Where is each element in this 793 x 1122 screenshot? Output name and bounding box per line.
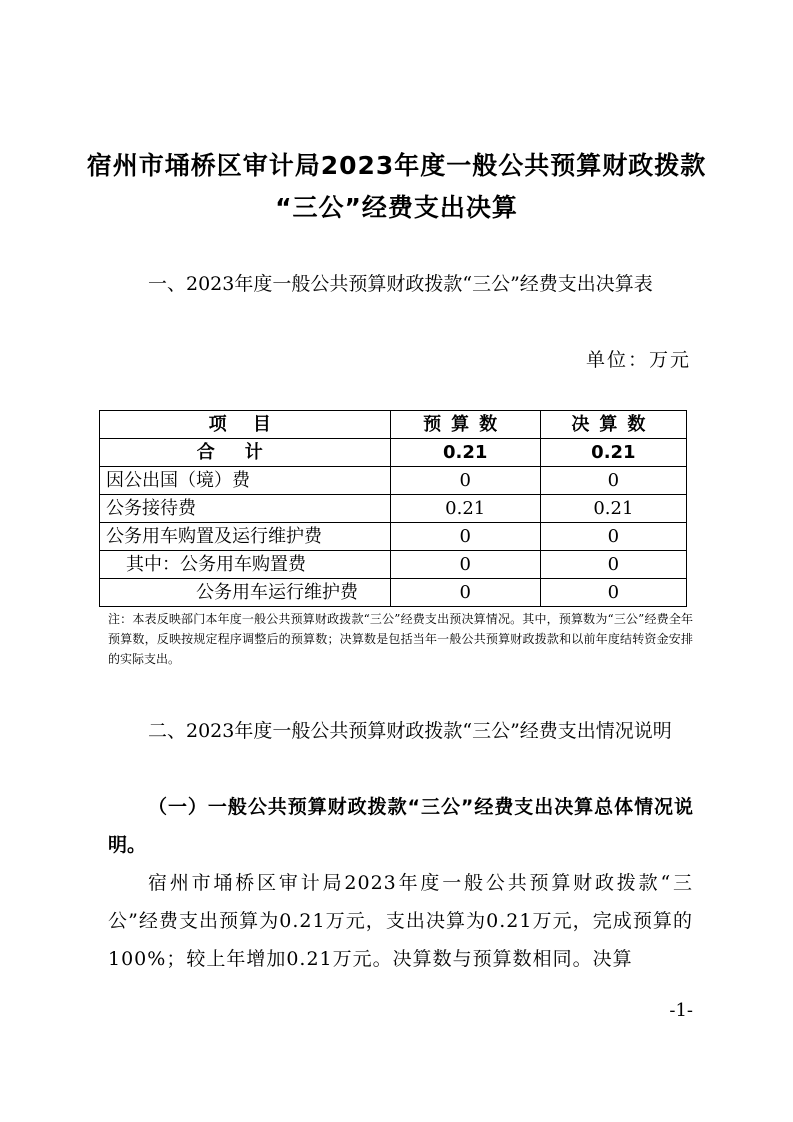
section2-heading: 二、2023年度一般公共预算财政拨款“三公”经费支出情况说明 (148, 720, 672, 742)
row-actual: 0 (540, 523, 686, 551)
row-actual: 0.21 (540, 495, 686, 523)
document-title-line2: “三公”经费支出决算 (275, 193, 518, 222)
header-actual: 决算数 (540, 411, 686, 439)
unit-label: 单位：万元 (585, 349, 691, 371)
section1-heading: 一、2023年度一般公共预算财政拨款“三公”经费支出决算表 (148, 273, 653, 295)
table-row (100, 467, 687, 495)
row-budget: 0.21 (390, 495, 540, 523)
total-budget: 0.21 (390, 439, 540, 467)
row-label: 其中：公务用车购置费 (100, 551, 391, 579)
row-label: 因公出国（境）费 (100, 467, 391, 495)
page-number: -1- (669, 1000, 693, 1021)
table-row (100, 579, 687, 607)
table-row (100, 495, 687, 523)
row-actual: 0 (540, 467, 686, 495)
table-header-row (100, 411, 687, 439)
section2-subheading: （一）一般公共预算财政拨款“三公”经费支出决算总体情况说明。 (108, 796, 693, 856)
row-budget: 0 (390, 523, 540, 551)
row-budget: 0 (390, 467, 540, 495)
table-row (100, 551, 687, 579)
header-item: 项 目 (100, 411, 391, 439)
document-title-line1: 宿州市埇桥区审计局2023年度一般公共预算财政拨款 (86, 151, 707, 180)
row-label: 公务用车购置及运行维护费 (100, 523, 391, 551)
table-note: 注：本表反映部门本年度一般公共预算财政拨款“三公”经费支出预决算情况。其中，预算数为“三公”经费全年预算数，反映按规定程序调整后的预算数；决算数是包括当年一般公共预算财政拨款和以前年度结转资金安排的实际支出。 (108, 612, 693, 666)
table-row-total (100, 439, 687, 467)
total-label: 合计 (100, 439, 391, 467)
row-actual: 0 (540, 551, 686, 579)
row-label: 公务接待费 (100, 495, 391, 523)
row-budget: 0 (390, 551, 540, 579)
section2-body: 宿州市埇桥区审计局2023年度一般公共预算财政拨款“三公”经费支出预算为0.21万元，支出决算为0.21万元，完成预算的100%；较上年增加0.21万元。决算数与预算数相同。决算 (108, 872, 693, 970)
row-label: 公务用车运行维护费 (100, 579, 391, 607)
header-budget: 预算数 (390, 411, 540, 439)
row-budget: 0 (390, 579, 540, 607)
total-actual: 0.21 (540, 439, 686, 467)
row-actual: 0 (540, 579, 686, 607)
table-row (100, 523, 687, 551)
budget-table (99, 410, 687, 607)
